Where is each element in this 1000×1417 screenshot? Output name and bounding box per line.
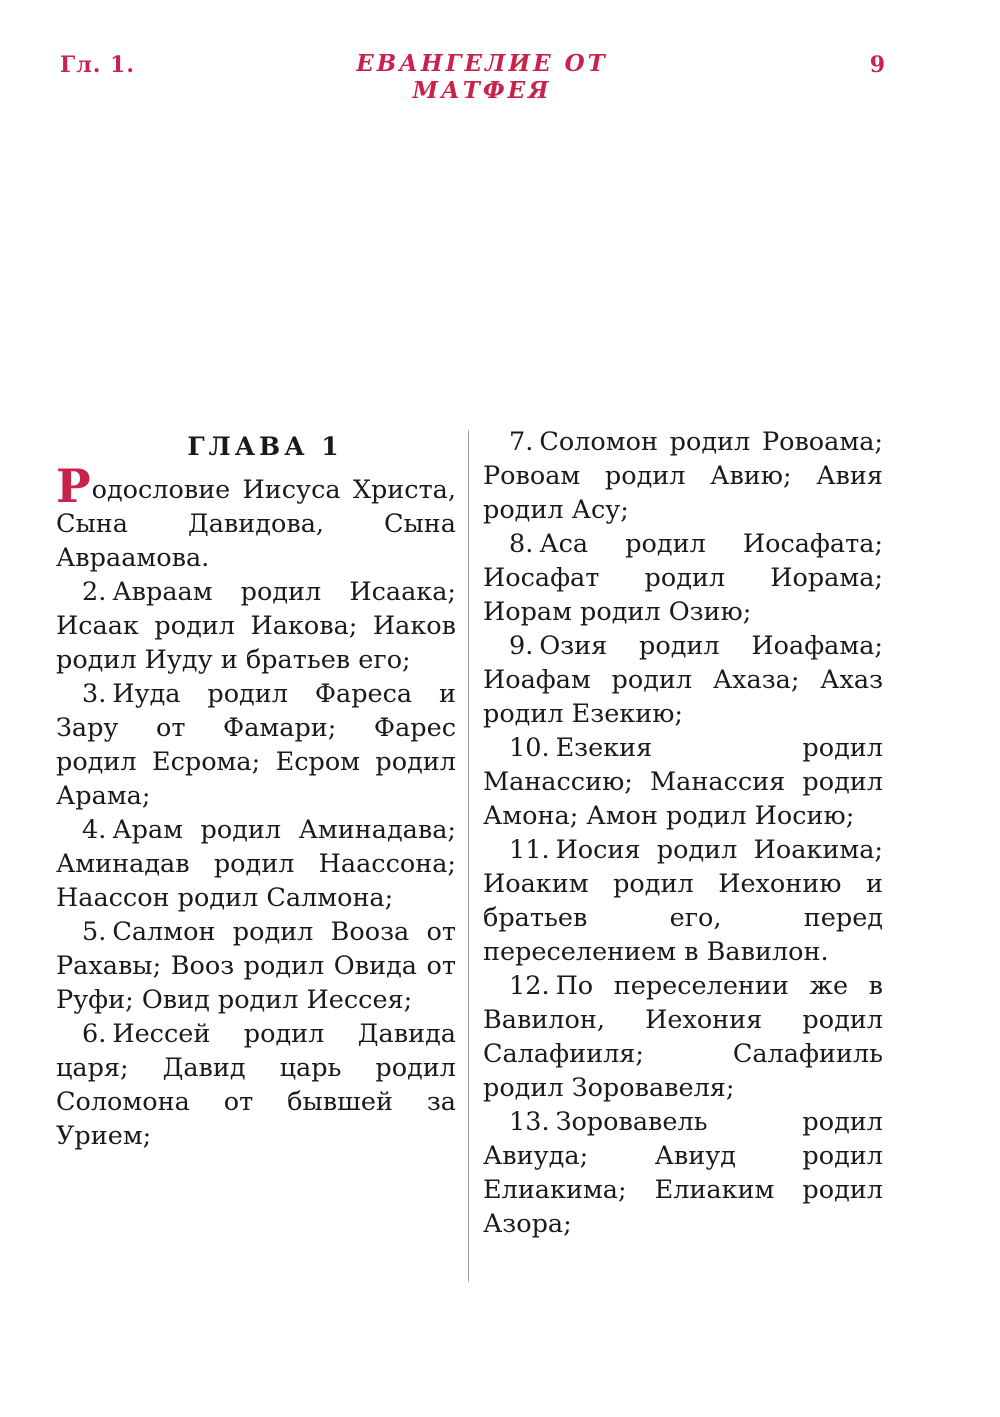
verse-text: Озия родил Иоафама; Иоафам родил Ахаза; Ахаз родил Езекию; — [483, 631, 883, 729]
verse-item — [56, 1017, 456, 1153]
chapter-heading: ГЛАВА 1 — [187, 432, 343, 461]
verse-item — [56, 677, 456, 813]
book-title: ЕВАНГЕЛИЕ ОТ МАТФЕЯ — [356, 50, 608, 104]
verse-text: Иуда родил Фареса и Зару от Фамари; Фарес родил Есрома; Есром родил Арама; — [56, 679, 456, 811]
drop-cap: Р — [56, 459, 91, 513]
verse-number: 3. — [82, 679, 107, 709]
verse-number: 6. — [82, 1019, 107, 1049]
verse-item — [483, 629, 883, 731]
verse-item — [56, 813, 456, 915]
verse-number: 7. — [509, 427, 534, 457]
verse-text: Салмон родил Вооза от Рахавы; Вооз родил Овида от Руфи; Овид родил Иессея; — [56, 917, 456, 1015]
verse-item — [483, 731, 883, 833]
verse-number: 8. — [509, 529, 534, 559]
verse-text: Авраам родил Исаака; Исаак родил Иакова; Иаков родил Иуду и братьев его; — [56, 577, 456, 675]
verse-number: 5. — [82, 917, 107, 947]
verse-item — [483, 969, 883, 1105]
verse-item — [483, 1105, 883, 1241]
verse-text: Арам родил Аминадава; Аминадав родил Наассона; Наассон родил Салмона; — [56, 815, 456, 913]
verse-number: 11. — [509, 835, 550, 865]
chapter-reference: Гл. 1. — [60, 52, 135, 78]
verse-text: Зоровавель родил Авиуда; Авиуд родил Елиакима; Елиаким родил Азора; — [483, 1107, 883, 1239]
verse-1 — [56, 459, 456, 575]
verse-text: По переселении же в Вавилон, Иехония родил Салафииля; Салафииль родил Зоровавеля; — [483, 971, 883, 1103]
right-column — [483, 425, 883, 1241]
verse-text: Езекия родил Манассию; Манассия родил Амона; Амон родил Иосию; — [483, 733, 883, 831]
verse-number: 12. — [509, 971, 550, 1001]
verse-1-text: одословие Иисуса Христа, Сына Давидова, Сына Авраамова. — [56, 475, 456, 573]
verse-number: 4. — [82, 815, 107, 845]
running-header — [60, 50, 885, 104]
verse-text: Соломон родил Ровоама; Ровоам родил Авию; Авия родил Асу; — [483, 427, 883, 525]
verse-text: Иессей родил Давида царя; Давид царь родил Соломона от бывшей за Урием; — [56, 1019, 456, 1151]
verse-item — [483, 425, 883, 527]
verse-text: Аса родил Иосафата; Иосафат родил Иорама; Иорам родил Озию; — [483, 529, 883, 627]
left-column — [56, 425, 456, 1153]
verse-number: 13. — [509, 1107, 550, 1137]
verse-number: 9. — [509, 631, 534, 661]
verse-item — [56, 575, 456, 677]
verse-item — [56, 915, 456, 1017]
verse-number: 2. — [82, 577, 107, 607]
verse-text: Иосия родил Иоакима; Иоаким родил Иехонию и братьев его, перед переселением в Вавилон. — [483, 835, 883, 967]
verse-item — [483, 527, 883, 629]
verse-number: 10. — [509, 733, 550, 763]
verse-item — [483, 833, 883, 969]
page-number: 9 — [869, 52, 885, 78]
column-divider — [468, 430, 469, 1282]
